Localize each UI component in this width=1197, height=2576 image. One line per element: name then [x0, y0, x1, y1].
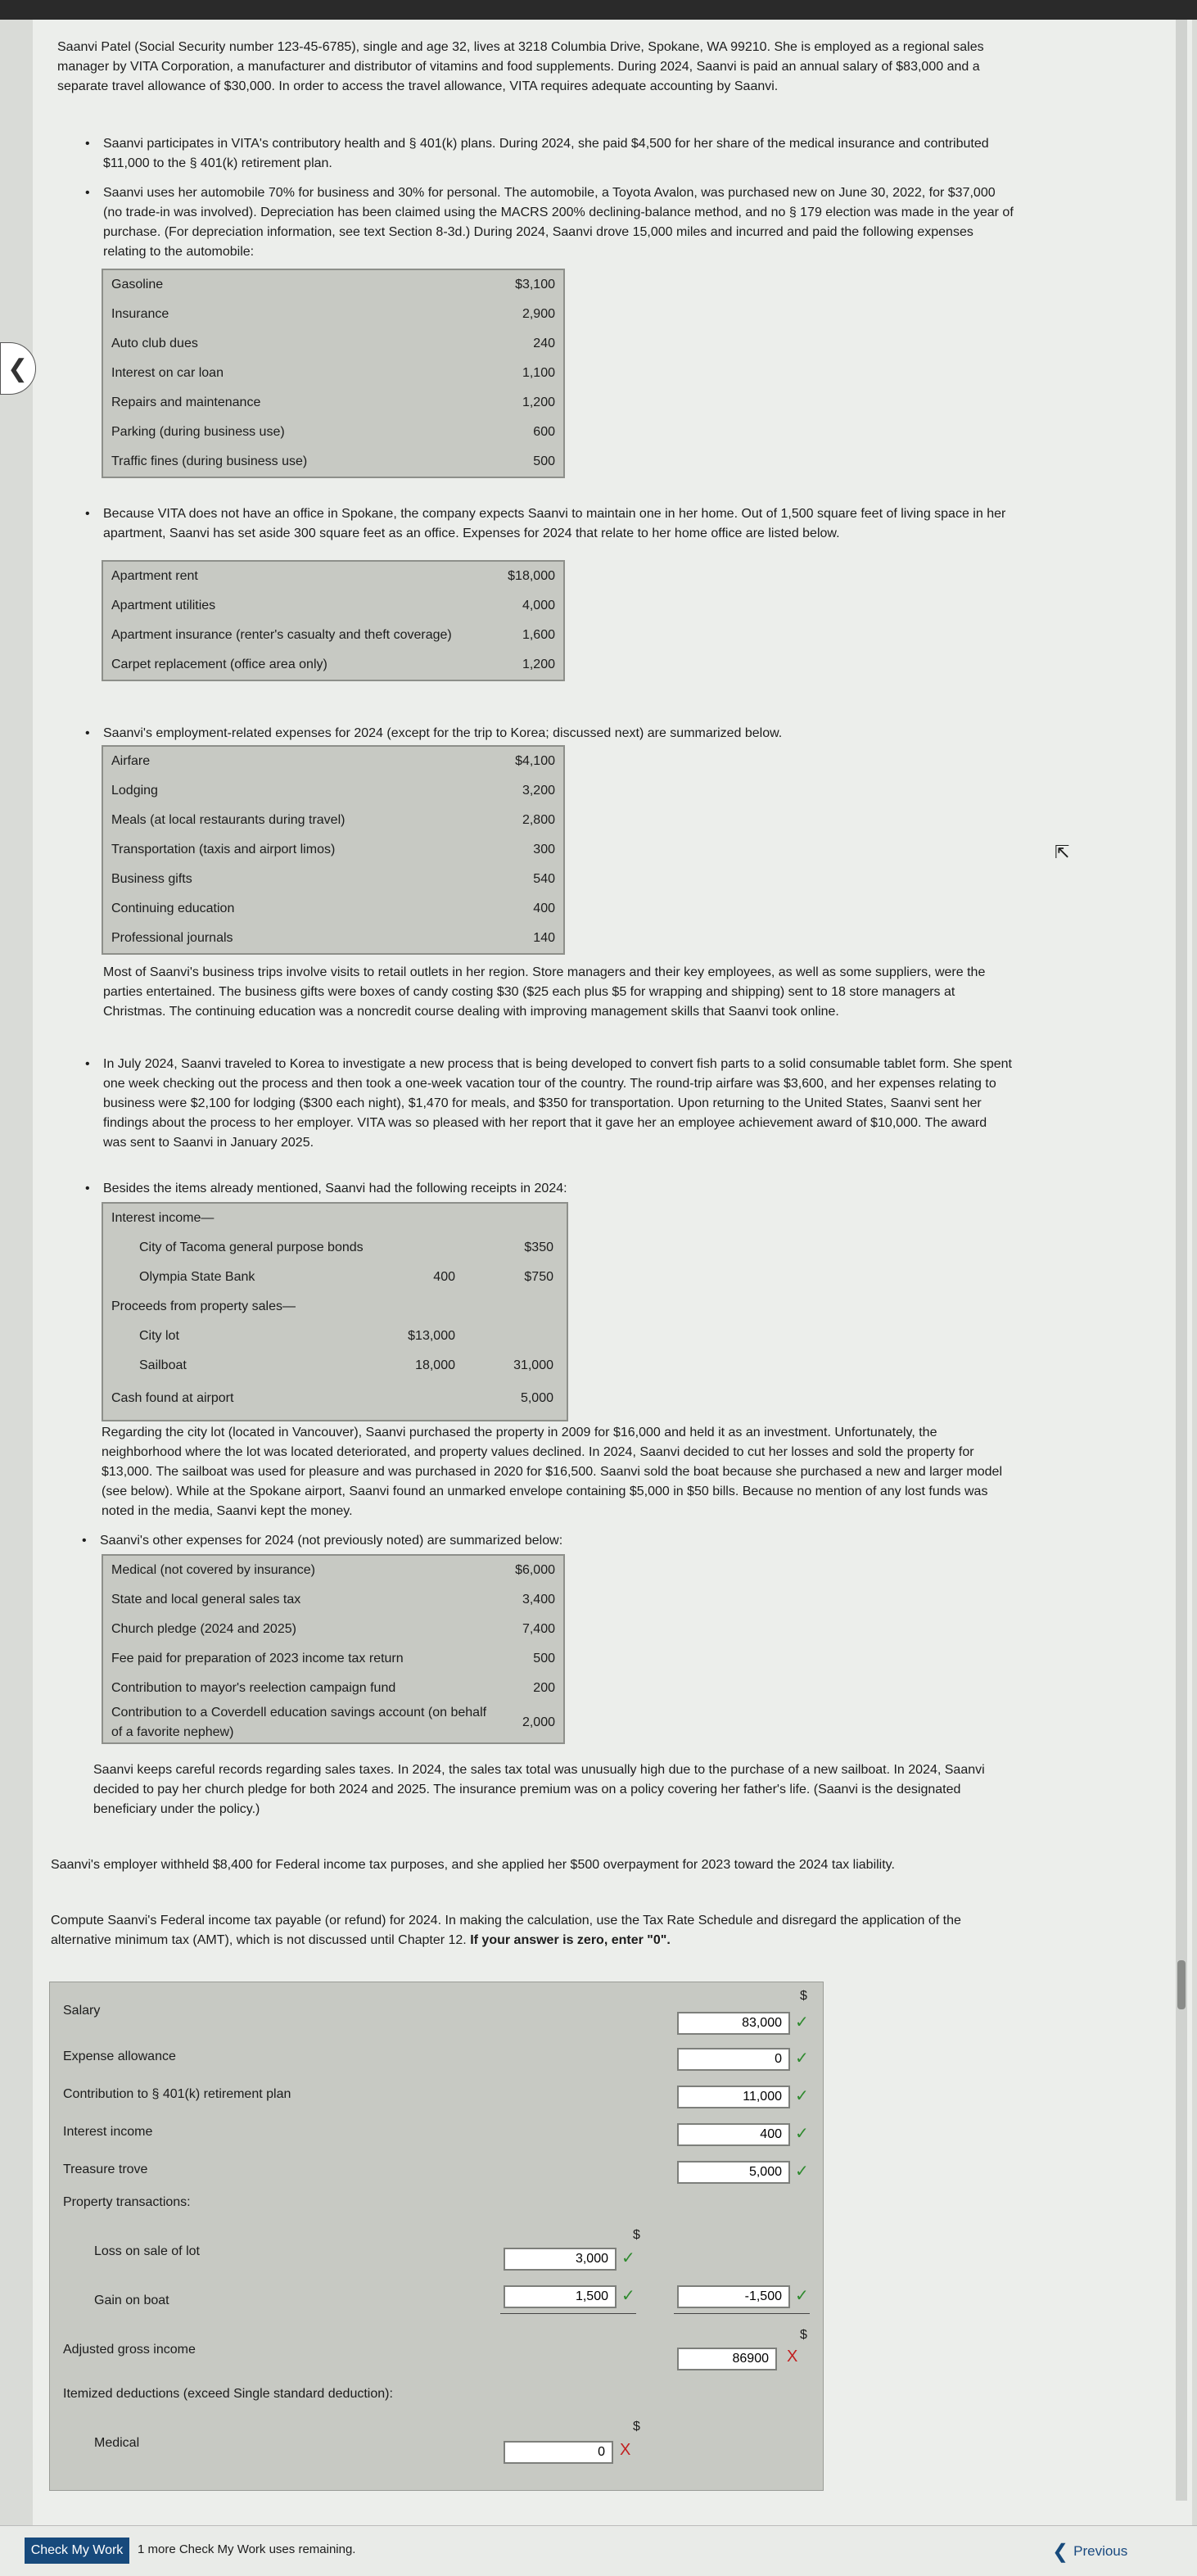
itemized-deductions-label: Itemized deductions (exceed Single standard deduction):: [63, 2387, 393, 2401]
bullet-text: Saanvi uses her automobile 70% for business and 30% for personal. The automobile, a Toyota Avalon, was purchased new on June 30, 2022, for $37,000 (no trade-in was involved). Depreciation has been claimed using the MACRS 200% declining-balance method, and no § 179 election was made in the year of purchase. (For depreciation information, see text Section 8-3d.) During 2024, Saanvi drove 15,000 miles and incurred and paid the following expenses relating to the automobile:: [103, 186, 1014, 259]
intro-paragraph: Saanvi Patel (Social Security number 123-45-6785), single and age 32, lives at 3218 Columbia Drive, Spokane, WA 99210. She is employed as a regional sales manager by VITA Corporation, a manufacturer and distributor of vitamins and food supplements. During 2024, Saanvi is paid an annual salary of $83,000 and a separate travel allowance of $30,000. In order to access the travel allowance, VITA requires adequate accounting by Saanvi.: [57, 40, 984, 93]
check-icon: ✓: [795, 2162, 809, 2181]
check-my-work-button[interactable]: Check My Work: [25, 2538, 129, 2564]
row-label: Contribution to a Coverdell education savings account (on behalf of a favorite nephew): [111, 1706, 487, 1739]
table-row: [102, 1615, 564, 1644]
table-row: [102, 1703, 564, 1743]
row-amount: 300: [533, 843, 555, 856]
interest-header: Interest income—: [111, 1211, 215, 1225]
row-label: State and local general sales tax: [111, 1593, 301, 1607]
row-amount: $18,000: [508, 569, 555, 583]
row-amount: 540: [533, 872, 555, 886]
sailboat-label: Sailboat: [139, 1358, 187, 1372]
table-row: [102, 1585, 564, 1615]
check-icon: ✓: [795, 2050, 809, 2068]
withholding-text: Saanvi's employer withheld $8,400 for Federal income tax purposes, and she applied her $500 overpayment for 2023 toward the 2024 tax liability.: [51, 1858, 895, 1872]
row-amount: 4,000: [522, 599, 555, 612]
treasure-trove-input[interactable]: [677, 2161, 790, 2184]
row-amount: 140: [533, 931, 555, 945]
gain-on-boat-input[interactable]: [504, 2285, 617, 2308]
table-row: [102, 894, 564, 924]
row-amount: 1,200: [522, 395, 555, 409]
row-amount: 2,800: [522, 813, 555, 827]
bullet-text: Saanvi participates in VITA's contributory health and § 401(k) plans. During 2024, she paid $4,500 for her share of the medical insurance and contributed $11,000 to the § 401(k) retirement plan.: [103, 137, 989, 170]
table-row: [102, 591, 564, 621]
bullet-home-office: • Because VITA does not have an office in Spokane, the company expects Saanvi to maintain one in her home. Out of 1,500 square feet of living space in her apartment, Saanvi has set aside 300 square feet as an office. Expenses for 2024 that relate to her home office are listed below.: [103, 504, 1012, 544]
bullet-automobile: • Saanvi uses her automobile 70% for business and 30% for personal. The automobile, a Toyota Avalon, was purchased new on June 30, 2022, for $37,000 (no trade-in was involved). Depreciation has been claimed using the MACRS 200% declining-balance method, and no § 179 election was made in the year of purchase. (For depreciation information, see text Section 8-3d.) During 2024, Saanvi drove 15,000 miles and incurred and paid the following expenses relating to the automobile:: [103, 183, 1015, 262]
proceeds-total: 31,000: [513, 1358, 553, 1372]
salary-label: Salary: [63, 2004, 101, 2018]
table-row: [102, 447, 564, 477]
row-label: Apartment insurance (renter's casualty and theft coverage): [111, 628, 452, 642]
row-label: Medical (not covered by insurance): [111, 1563, 316, 1577]
table-row: [102, 1644, 564, 1674]
table-row: [102, 806, 564, 835]
row-amount: 7,400: [522, 1622, 555, 1636]
bullet-other-expenses: • Saanvi's other expenses for 2024 (not previously noted) are summarized below:: [100, 1531, 1009, 1551]
agi-label: Adjusted gross income: [63, 2343, 196, 2357]
bullet-text: Saanvi's employment-related expenses for 2024 (except for the trip to Korea; discussed next) are summarized below.: [103, 726, 783, 740]
previous-button[interactable]: [1052, 2538, 1127, 2561]
table-row: [102, 269, 564, 300]
row-label: Contribution to mayor's reelection campaign fund: [111, 1681, 396, 1695]
401k-input[interactable]: [677, 2086, 790, 2108]
row-amount: 200: [533, 1681, 555, 1695]
row-label: Professional journals: [111, 931, 233, 945]
row-amount: 240: [533, 337, 555, 350]
bullet-text: Because VITA does not have an office in Spokane, the company expects Saanvi to maintain one in her home. Out of 1,500 square feet of living space in her apartment, Saanvi has set aside 300 square feet as an office. Expenses for 2024 that relate to her home office are listed below.: [103, 507, 1006, 540]
row-amount: 400: [533, 902, 555, 915]
table-row: [102, 1555, 564, 1585]
check-icon: ✓: [795, 2087, 809, 2105]
row-label: Insurance: [111, 307, 169, 321]
table-row: [102, 359, 564, 388]
scroll-thumb[interactable]: [1177, 1960, 1186, 2009]
row-label: Continuing education: [111, 902, 235, 915]
row-amount: $6,000: [515, 1563, 555, 1577]
tacoma-bonds-amount: $350: [524, 1241, 553, 1254]
gain-on-boat-label: Gain on boat: [94, 2294, 169, 2307]
table-row: [102, 1674, 564, 1703]
table-row: [102, 418, 564, 447]
chevron-left-icon: ❮: [7, 355, 29, 382]
agi-input[interactable]: [677, 2348, 777, 2370]
table-row: [102, 388, 564, 418]
table-row: [102, 650, 564, 680]
interest-income-input[interactable]: [677, 2123, 790, 2146]
chevron-left-icon: ❮: [1052, 2541, 1069, 2563]
dollar-sign: $: [633, 2420, 640, 2434]
row-label: Fee paid for preparation of 2023 income tax return: [111, 1652, 404, 1665]
bullet-text: Besides the items already mentioned, Saanvi had the following receipts in 2024:: [103, 1182, 567, 1195]
row-label: Gasoline: [111, 278, 164, 291]
row-label: Apartment rent: [111, 569, 198, 583]
instructions: [51, 1911, 1007, 1950]
olympia-bank-label: Olympia State Bank: [139, 1270, 255, 1284]
other-expenses-note: Saanvi keeps careful records regarding sales taxes. In 2024, the sales tax total was unusually high due to the purchase of a new sailboat. In 2024, Saanvi decided to pay her church pledge for both 2024 and 2025. The insurance premium was on a policy covering her father's life. (Saanvi is the designated beneficiary under the policy.): [93, 1763, 985, 1816]
answer-panel: [49, 1982, 824, 2491]
table-row: [102, 835, 564, 865]
check-icon: ✓: [795, 2287, 809, 2305]
row-label: Carpet replacement (office area only): [111, 658, 327, 671]
cross-icon: X: [787, 2348, 798, 2366]
dollar-sign: $: [800, 1989, 807, 2003]
row-amount: 1,600: [522, 628, 555, 642]
city-lot-amount: $13,000: [408, 1329, 455, 1343]
net-property-input[interactable]: [677, 2285, 790, 2308]
sailboat-amount: 18,000: [415, 1358, 455, 1372]
salary-input[interactable]: [677, 2012, 790, 2035]
dollar-sign: $: [633, 2228, 640, 2242]
bullet-health-plans: • Saanvi participates in VITA's contributory health and § 401(k) plans. During 2024, she paid $4,500 for her share of the medical insurance and contributed $11,000 to the § 401(k) retirement plan.: [103, 134, 1012, 174]
loss-on-lot-input[interactable]: [504, 2248, 617, 2271]
table-row: [102, 329, 564, 359]
row-label: Traffic fines (during business use): [111, 454, 308, 468]
bullet-text: In July 2024, Saanvi traveled to Korea to investigate a new process that is being developed to convert fish parts to a solid consumable tablet form. She spent one week checking out the process and then took a one-week vacation tour of the country. The round-trip airfare was $3,600, and her expenses relating to business were $2,100 for lodging ($300 each night), $1,470 for meals, and $350 for transportation. Upon returning to the United States, Saanvi sent her findings about the process to her employer. VITA was so pleased with her report that it gave her an employee achievement award of $10,000. The award was sent to Saanvi in January 2025.: [103, 1057, 1012, 1150]
row-amount: 2,900: [522, 307, 555, 321]
receipts-table: [102, 1202, 568, 1421]
row-amount: 1,200: [522, 658, 555, 671]
cash-found-amount: 5,000: [520, 1391, 553, 1405]
row-label: Auto club dues: [111, 337, 198, 350]
bullet-employment-expenses: • Saanvi's employment-related expenses for 2024 (except for the trip to Korea; discussed next) are summarized below.: [103, 724, 1012, 743]
row-label: Transportation (taxis and airport limos): [111, 843, 336, 856]
table-row: [102, 776, 564, 806]
row-amount: 3,200: [522, 784, 555, 798]
instructions-text: Compute Saanvi's Federal income tax payable (or refund) for 2024. In making the calculation, use the Tax Rate Schedule and disregard the application of the alternative minimum tax (AMT), which is not discussed until Chapter 12.: [51, 1914, 961, 1947]
row-label: Meals (at local restaurants during travel): [111, 813, 346, 827]
expense-allowance-input[interactable]: [677, 2048, 790, 2071]
table-row: [102, 621, 564, 650]
check-icon: ✓: [795, 2125, 809, 2143]
treasure-trove-label: Treasure trove: [63, 2162, 148, 2176]
table-row: [102, 865, 564, 894]
check-icon: ✓: [795, 2013, 809, 2031]
bullet-korea-trip: • In July 2024, Saanvi traveled to Korea to investigate a new process that is being developed to convert fish parts to a solid consumable tablet form. She spent one week checking out the process and then took a one-week vacation tour of the country. The round-trip airfare was $3,600, and her expenses relating to business were $2,100 for lodging ($300 each night), $1,470 for meals, and $350 for transportation. Upon returning to the United States, Saanvi sent her findings about the process to her employer. VITA was so pleased with her report that it gave her an employee achievement award of $10,000. The award was sent to Saanvi in January 2025.: [103, 1055, 1012, 1153]
table-row: [102, 924, 564, 954]
row-amount: 500: [533, 1652, 555, 1665]
auto-expense-table: [102, 269, 565, 478]
check-icon: ✓: [621, 2249, 635, 2267]
dollar-sign: $: [800, 2328, 807, 2342]
row-amount: $4,100: [515, 754, 555, 768]
property-transactions-label: Property transactions:: [63, 2195, 191, 2209]
table-row: [102, 561, 564, 591]
row-label: Lodging: [111, 784, 158, 798]
row-amount: 2,000: [522, 1715, 555, 1729]
row-amount: 3,400: [522, 1593, 555, 1607]
previous-arrow-left[interactable]: [0, 342, 36, 395]
city-lot-label: City lot: [139, 1329, 179, 1343]
interest-income-label: Interest income: [63, 2125, 153, 2139]
row-amount: $3,100: [515, 278, 555, 291]
row-label: Airfare: [111, 754, 151, 768]
check-icon: ✓: [621, 2287, 635, 2305]
row-label: Repairs and maintenance: [111, 395, 261, 409]
row-label: Business gifts: [111, 872, 192, 886]
row-label: Church pledge (2024 and 2025): [111, 1622, 296, 1636]
row-label: Interest on car loan: [111, 366, 224, 380]
expense-allowance-label: Expense allowance: [63, 2050, 176, 2063]
employment-note: Most of Saanvi's business trips involve visits to retail outlets in her region. Store managers and their key employees, as well as some suppliers, were the parties entertained. The business gifts were boxes of candy costing $30 ($25 each plus $5 for wrapping and shipping) sent to 18 store managers at Christmas. The continuing education was a noncredit course dealing with improving management skills that Saanvi took online.: [103, 965, 986, 1019]
mouse-cursor-icon: ⇱: [1055, 842, 1070, 862]
row-label: Parking (during business use): [111, 425, 285, 439]
subtotal-underline: [500, 2313, 636, 2314]
401k-label: Contribution to § 401(k) retirement plan: [63, 2087, 291, 2101]
loss-on-lot-label: Loss on sale of lot: [94, 2244, 200, 2258]
total-underline: [674, 2313, 810, 2314]
bottom-toolbar: [0, 2525, 1197, 2576]
row-label: Apartment utilities: [111, 599, 216, 612]
home-office-table: [102, 560, 565, 681]
medical-label: Medical: [94, 2436, 140, 2450]
medical-input[interactable]: [504, 2441, 613, 2464]
employment-expense-table: [102, 745, 565, 955]
proceeds-header: Proceeds from property sales—: [111, 1299, 296, 1313]
receipts-note: Regarding the city lot (located in Vancouver), Saanvi purchased the property in 2009 for $16,000 and held it as an investment. Unfortunately, the neighborhood where the lot was located deteriorated, and property values declined. In 2024, Saanvi decided to cut her losses and sold the property for $13,000. The sailboat was used for pleasure and was purchased in 2020 for $16,500. Saanvi sold the boat because she purchased a new and larger model (see below). While at the Spokane airport, Saanvi found an unmarked envelope containing $5,000 in $50 bills. Because no mention of any lost funds was noted in the media, Saanvi kept the money.: [102, 1426, 1002, 1518]
tacoma-bonds-label: City of Tacoma general purpose bonds: [139, 1241, 364, 1254]
olympia-bank-amount: $750: [524, 1270, 553, 1284]
row-amount: 500: [533, 454, 555, 468]
table-row: [102, 746, 564, 776]
table-row: [102, 300, 564, 329]
check-remaining-text: 1 more Check My Work uses remaining.: [138, 2542, 356, 2556]
top-bar: [0, 0, 1197, 20]
bullet-receipts: • Besides the items already mentioned, Saanvi had the following receipts in 2024:: [103, 1179, 1012, 1199]
previous-label: Previous: [1073, 2543, 1128, 2559]
olympia-bank-detail: 400: [433, 1270, 455, 1284]
row-amount: 600: [533, 425, 555, 439]
cross-icon: X: [620, 2441, 631, 2459]
instructions-zero-note: If your answer is zero, enter "0".: [470, 1933, 671, 1947]
scrollbar[interactable]: [1176, 20, 1187, 2501]
other-expense-table: [102, 1554, 565, 1744]
row-amount: 1,100: [522, 366, 555, 380]
cash-found-label: Cash found at airport: [111, 1391, 234, 1405]
bullet-text: Saanvi's other expenses for 2024 (not previously noted) are summarized below:: [100, 1534, 563, 1548]
